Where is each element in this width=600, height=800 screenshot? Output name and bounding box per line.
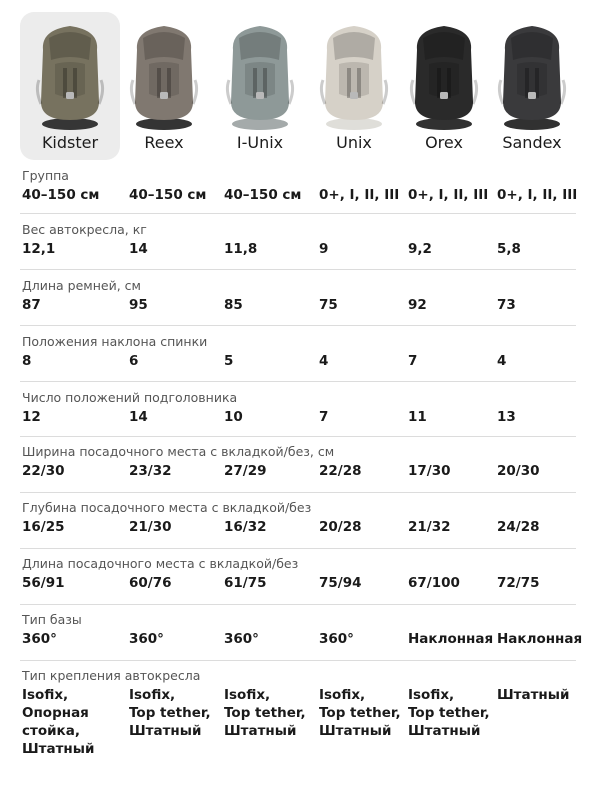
spec-value: 16/32 — [224, 519, 267, 535]
row-divider — [20, 492, 576, 493]
divider-line — [20, 213, 576, 214]
product-card-orex[interactable] — [394, 12, 494, 160]
divider-line — [20, 604, 576, 605]
spec-value: 22/28 — [319, 463, 362, 479]
spec-value: 7 — [319, 409, 329, 425]
product-name: Orex — [425, 133, 463, 152]
spec-value-line: Штатный — [22, 741, 95, 757]
product-name: Unix — [336, 133, 372, 152]
spec-value: 14 — [129, 409, 148, 425]
car-seat-image — [127, 20, 201, 132]
spec-label: Тип крепления автокресла — [22, 668, 201, 683]
spec-value: 60/76 — [129, 575, 172, 591]
spec-value: 0+, I, II, III — [408, 187, 489, 203]
spec-value: 21/30 — [129, 519, 172, 535]
divider-line — [20, 325, 576, 326]
spec-value-line: Опорная — [22, 705, 89, 721]
spec-value: 8 — [22, 353, 32, 369]
spec-label: Число положений подголовника — [22, 390, 238, 405]
spec-value — [408, 686, 490, 740]
spec-value: 360° — [129, 631, 164, 647]
spec-value: 72/75 — [497, 575, 540, 591]
spec-value-line: Top tether, — [319, 705, 401, 721]
product-name: Kidster — [41, 133, 99, 152]
spec-value-line: Isofix, — [22, 687, 69, 703]
spec-label: Длина ремней, см — [22, 278, 141, 293]
spec-value: 360° — [224, 631, 259, 647]
spec-value-line: Штатный — [408, 723, 481, 739]
spec-value: 92 — [408, 297, 427, 313]
divider-line — [20, 269, 576, 270]
product-card-i-unix[interactable] — [210, 12, 310, 160]
spec-value: 27/29 — [224, 463, 267, 479]
divider-line — [20, 436, 576, 437]
divider-line — [20, 381, 576, 382]
spec-value: 14 — [129, 241, 148, 257]
spec-label: Вес автокресла, кг — [22, 222, 147, 237]
spec-value: 75/94 — [319, 575, 362, 591]
spec-value: 4 — [319, 353, 329, 369]
row-divider — [20, 213, 576, 214]
spec-value: 360° — [22, 631, 57, 647]
product-header-row — [20, 12, 580, 162]
spec-value: 360° — [319, 631, 354, 647]
product-card-sandex[interactable] — [482, 12, 582, 160]
spec-value — [22, 686, 94, 758]
spec-value: 10 — [224, 409, 243, 425]
divider-line — [20, 492, 576, 493]
spec-label: Глубина посадочного места с вкладкой/без — [22, 500, 312, 515]
spec-label: Группа — [22, 168, 69, 183]
spec-value: 9,2 — [408, 241, 432, 257]
spec-value: 9 — [319, 241, 329, 257]
spec-label: Длина посадочного места с вкладкой/без — [22, 556, 299, 571]
spec-value — [319, 686, 401, 740]
row-divider — [20, 325, 576, 326]
spec-value: 40–150 см — [129, 187, 207, 203]
spec-value-line: стойка, — [22, 723, 80, 739]
spec-value: 23/32 — [129, 463, 172, 479]
spec-value: 22/30 — [22, 463, 65, 479]
spec-value-line: Top tether, — [408, 705, 490, 721]
spec-value: 12 — [22, 409, 41, 425]
spec-value: 0+, I, II, III — [319, 187, 400, 203]
spec-value: 95 — [129, 297, 148, 313]
spec-value-line: Top tether, — [129, 705, 211, 721]
spec-value: 21/32 — [408, 519, 451, 535]
spec-value: 24/28 — [497, 519, 540, 535]
product-name: Reex — [144, 133, 184, 152]
spec-value — [224, 686, 306, 740]
spec-label: Положения наклона спинки — [22, 334, 208, 349]
product-name: Sandex — [502, 133, 562, 152]
spec-value-line: Isofix, — [319, 687, 366, 703]
spec-value: 56/91 — [22, 575, 65, 591]
car-seat-image — [33, 20, 107, 132]
spec-value — [497, 686, 569, 704]
spec-value: 11,8 — [224, 241, 258, 257]
spec-value: 16/25 — [22, 519, 65, 535]
row-divider — [20, 436, 576, 437]
spec-value-line: Штатный — [224, 723, 297, 739]
divider-line — [20, 660, 576, 661]
spec-label: Ширина посадочного места с вкладкой/без, см — [22, 444, 335, 459]
spec-value: 6 — [129, 353, 139, 369]
row-divider — [20, 604, 576, 605]
car-seat-image — [495, 20, 569, 132]
spec-value: 20/30 — [497, 463, 540, 479]
spec-value: 87 — [22, 297, 41, 313]
product-card-kidster[interactable] — [20, 12, 120, 160]
spec-value-line: Штатный — [319, 723, 392, 739]
spec-value: 40–150 см — [224, 187, 302, 203]
car-seat-image — [223, 20, 297, 132]
spec-value-line: Isofix, — [129, 687, 176, 703]
row-divider — [20, 269, 576, 270]
spec-value: Наклонная — [408, 631, 494, 647]
spec-value-line: Штатный — [129, 723, 202, 739]
spec-value: Наклонная — [497, 631, 583, 647]
spec-value: 5,8 — [497, 241, 521, 257]
spec-value — [129, 686, 211, 740]
row-divider — [20, 381, 576, 382]
spec-value: 13 — [497, 409, 516, 425]
spec-value-line: Штатный — [497, 687, 570, 703]
spec-value: 5 — [224, 353, 234, 369]
divider-line — [20, 548, 576, 549]
spec-value: 17/30 — [408, 463, 451, 479]
spec-value: 85 — [224, 297, 243, 313]
car-seat-image — [317, 20, 391, 132]
spec-value: 40–150 см — [22, 187, 100, 203]
spec-value: 7 — [408, 353, 418, 369]
spec-value-line: Top tether, — [224, 705, 306, 721]
car-seat-image — [407, 20, 481, 132]
product-card-unix[interactable] — [304, 12, 404, 160]
spec-value: 75 — [319, 297, 338, 313]
spec-value-line: Isofix, — [224, 687, 271, 703]
spec-value-line: Isofix, — [408, 687, 455, 703]
spec-label: Тип базы — [22, 612, 82, 627]
product-card-reex[interactable] — [114, 12, 214, 160]
spec-value: 4 — [497, 353, 507, 369]
row-divider — [20, 548, 576, 549]
spec-value: 0+, I, II, III — [497, 187, 578, 203]
row-divider — [20, 660, 576, 661]
spec-value: 20/28 — [319, 519, 362, 535]
spec-value: 12,1 — [22, 241, 56, 257]
product-name: I-Unix — [236, 133, 284, 152]
spec-value: 11 — [408, 409, 427, 425]
spec-value: 61/75 — [224, 575, 267, 591]
spec-value: 73 — [497, 297, 516, 313]
spec-value: 67/100 — [408, 575, 460, 591]
